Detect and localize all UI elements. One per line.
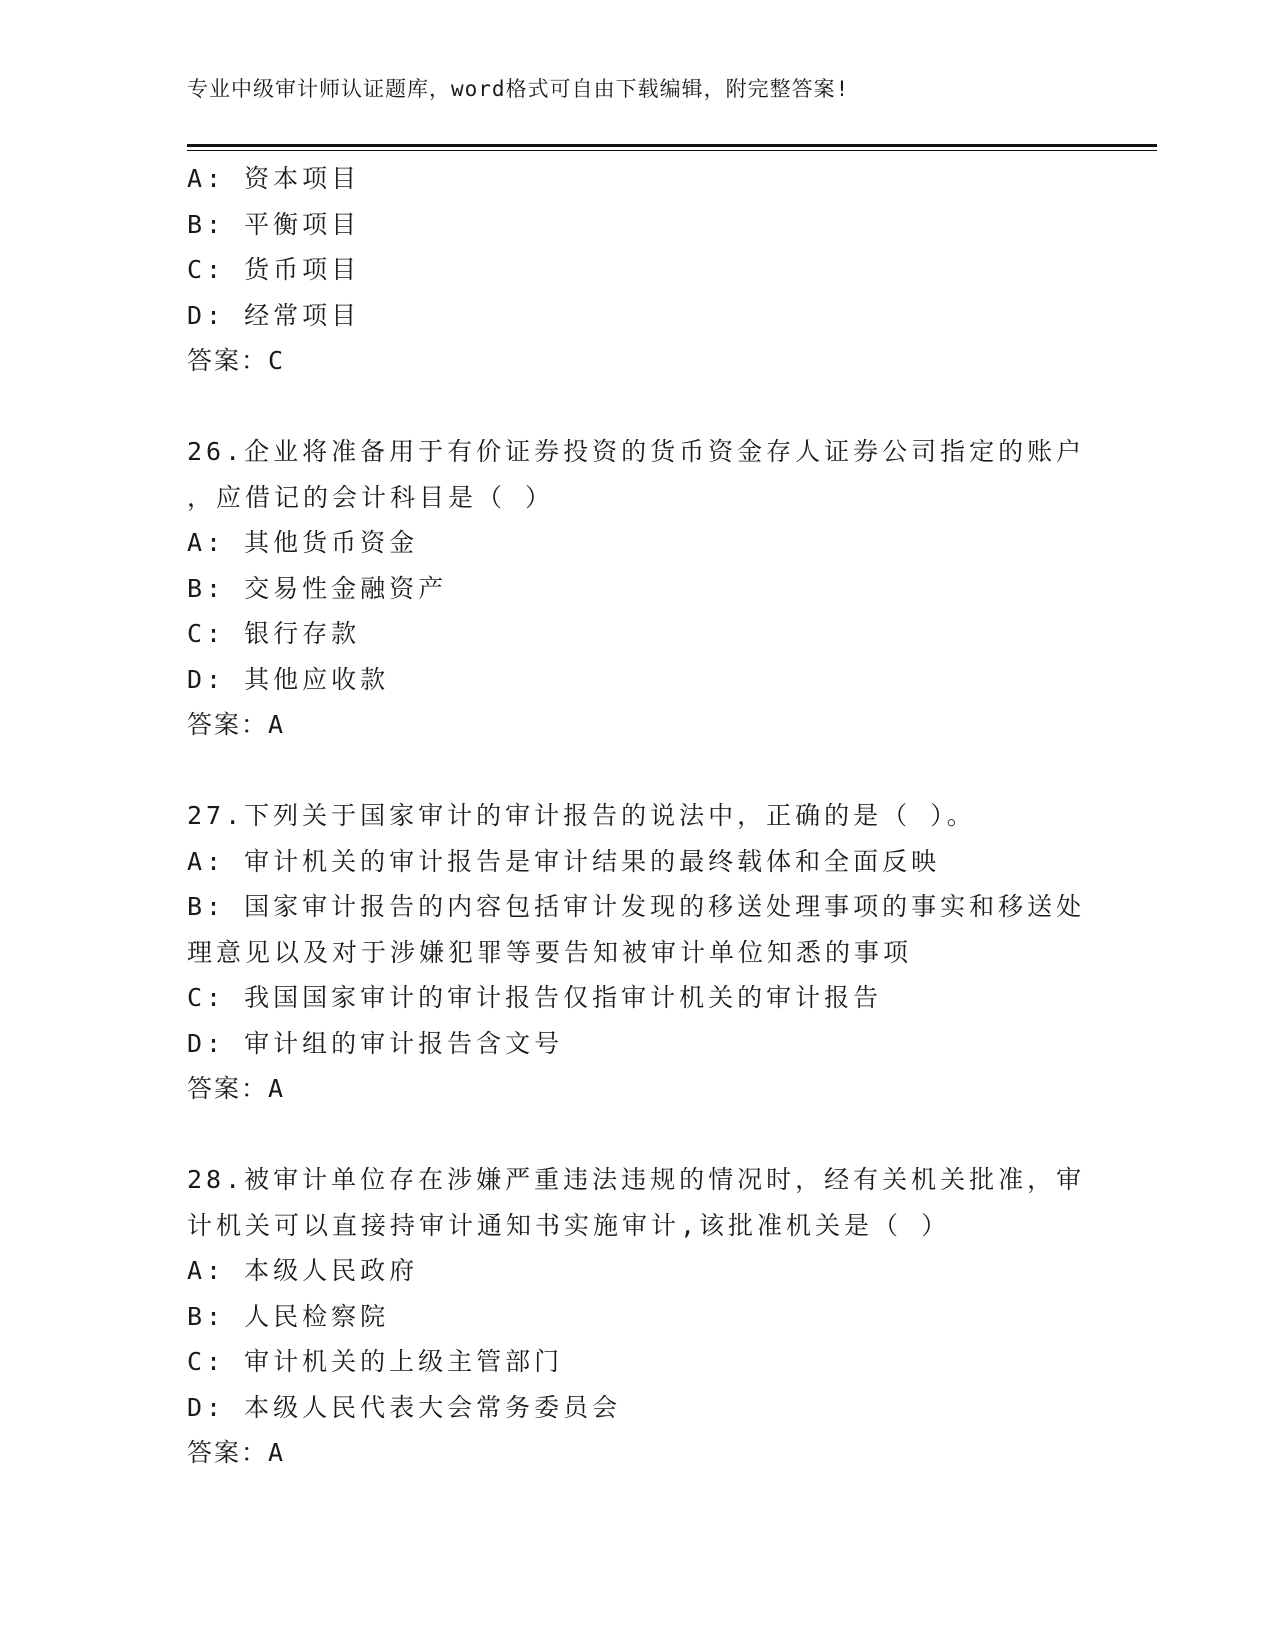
option-a: A: 其他货币资金 [187, 528, 419, 557]
spacer [187, 384, 1087, 430]
option-c: C: 审计机关的上级主管部门 [187, 1347, 564, 1376]
spacer [187, 1112, 1087, 1158]
option-b: B: 交易性金融资产 [187, 573, 448, 603]
question-stem-continued: 计机关可以直接持审计通知书实施审计,该批准机关是（ ） [187, 1210, 951, 1240]
option-c: C: 银行存款 [187, 619, 361, 648]
option-c: C: 我国国家审计的审计报告仅指审计机关的审计报告 [187, 983, 883, 1012]
header-divider-thin [187, 150, 1157, 151]
option-d: D: 审计组的审计报告含文号 [187, 1028, 564, 1058]
option-d: D: 本级人民代表大会常务委员会 [187, 1392, 622, 1422]
option-a: A: 本级人民政府 [187, 1256, 419, 1285]
question-28-block [187, 1157, 1087, 1476]
question-stem: 26.企业将准备用于有价证券投资的货币资金存人证券公司指定的账户 [187, 437, 1086, 466]
header-divider-thick [187, 144, 1157, 147]
answer-line: 答案：A [187, 1074, 286, 1103]
question-stem: 27.下列关于国家审计的审计报告的说法中，正确的是（ ）。 [187, 801, 976, 830]
question-27-block [187, 793, 1087, 1112]
option-b: B: 平衡项目 [187, 209, 361, 239]
option-a: A: 资本项目 [187, 164, 361, 193]
option-d: D: 经常项目 [187, 300, 361, 330]
question-stem-continued: ，应借记的会计科目是（ ） [187, 482, 555, 512]
option-b: B: 人民检察院 [187, 1301, 390, 1331]
option-d: D: 其他应收款 [187, 664, 390, 694]
spacer [187, 748, 1087, 794]
option-b-continued: 理意见以及对于涉嫌犯罪等要告知被审计单位知悉的事项 [187, 937, 913, 967]
question-stem: 28.被审计单位存在涉嫌严重违法违规的情况时，经有关机关批准，审 [187, 1165, 1086, 1194]
option-b: B: 国家审计报告的内容包括审计发现的移送处理事项的事实和移送处 [187, 892, 1086, 921]
page-header: 专业中级审计师认证题库，word格式可自由下载编辑，附完整答案! [187, 77, 850, 101]
prev-question-block [187, 156, 1087, 384]
option-a: A: 审计机关的审计报告是审计结果的最终载体和全面反映 [187, 846, 941, 876]
question-content [187, 156, 1087, 1476]
question-26-block [187, 429, 1087, 748]
option-c: C: 货币项目 [187, 255, 361, 284]
answer-line: 答案：C [187, 346, 286, 375]
answer-line: 答案：A [187, 710, 286, 739]
answer-line: 答案：A [187, 1438, 286, 1467]
